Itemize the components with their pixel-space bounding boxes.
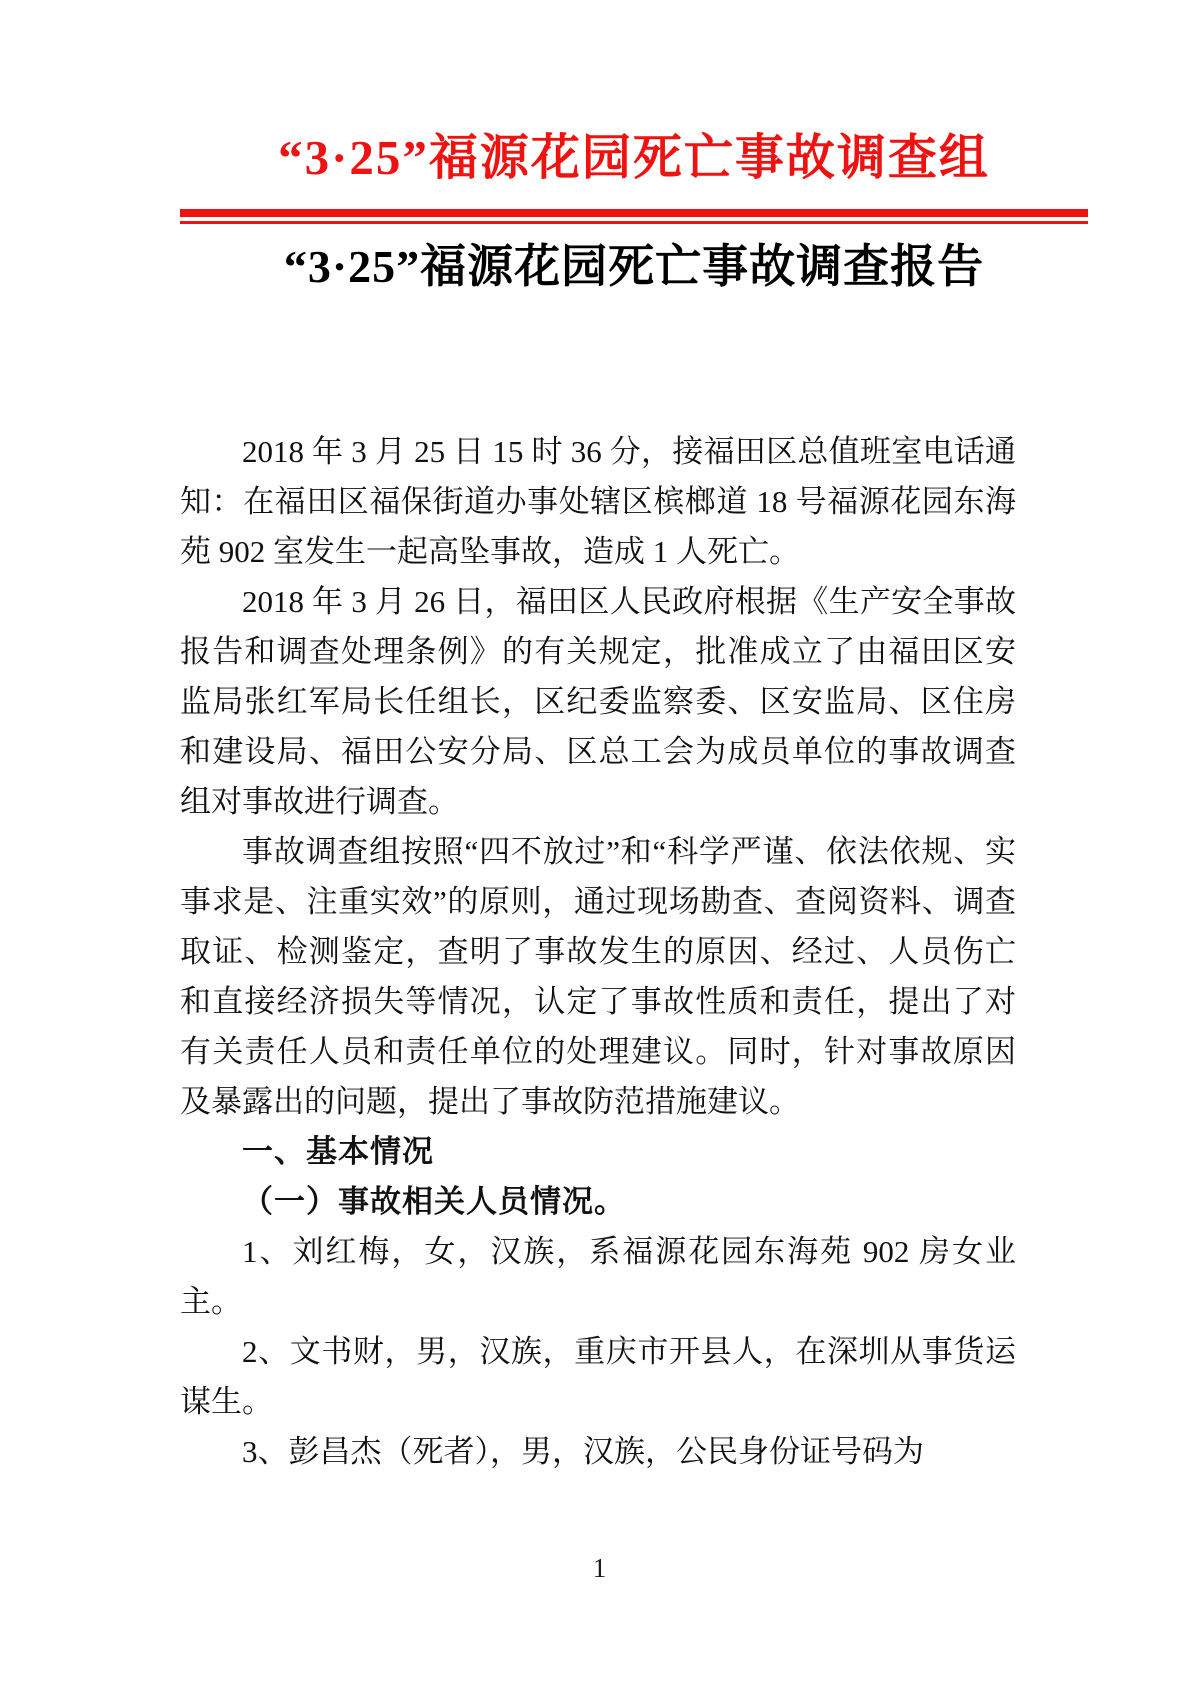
divider-thick-line [180,209,1088,217]
document-body [180,427,1016,1477]
section-heading-basic-situation: 一、基本情况 [242,1134,434,1169]
letterhead-divider [180,209,1088,224]
page-number: 1 [592,1553,607,1583]
document-title: “3·25”福源花园死亡事故调查报告 [283,241,985,292]
paragraph-investigation-team-formation: 2018 年 3 月 26 日，福田区人民政府根据《生产安全事故报告和调查处理条例》的有关规定，批准成立了由福田区安监局张红军局长任组长，区纪委监察委、区安监局、区住房和建设局、福田公安分局、区总工会为成员单位的事故调查组对事故进行调查。 [180,584,1016,819]
paragraph-incident-report-call: 2018 年 3 月 25 日 15 时 36 分，接福田区总值班室电话通知：在福田区福保街道办事处辖区槟榔道 18 号福源花园东海苑 902 室发生一起高坠事故，造成 1 人死亡。 [180,434,1016,569]
paragraph-person-2: 2、文书财，男，汉族，重庆市开县人，在深圳从事货运谋生。 [180,1334,1016,1419]
letterhead-title: “3·25”福源花园死亡事故调查组 [278,130,990,185]
paragraph-investigation-principles: 事故调查组按照“四不放过”和“科学严谨、依法依规、实事求是、注重实效”的原则，通过现场勘查、查阅资料、调查取证、检测鉴定，查明了事故发生的原因、经过、人员伤亡和直接经济损失等情况，认定了事故性质和责任，提出了对有关责任人员和责任单位的处理建议。同时，针对事故原因及暴露出的问题，提出了事故防范措施建议。 [180,834,1016,1119]
paragraph-person-1: 1、刘红梅，女，汉族，系福源花园东海苑 902 房女业主。 [180,1234,1016,1319]
subsection-heading-related-persons: （一）事故相关人员情况。 [242,1184,626,1219]
divider-thin-line [180,221,1088,224]
document-content [180,130,1088,1477]
paragraph-person-3: 3、彭昌杰（死者），男，汉族，公民身份证号码为 [242,1434,924,1469]
